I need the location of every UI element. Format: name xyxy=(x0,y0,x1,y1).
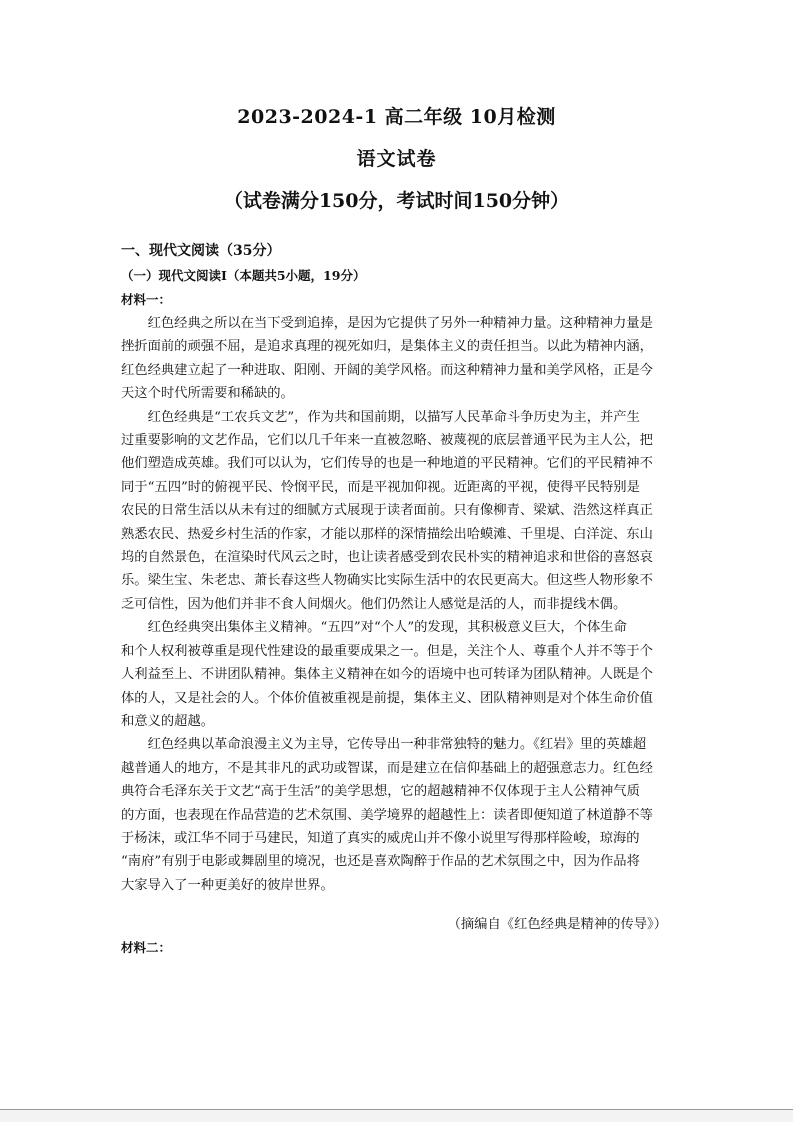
text-line: “南府”有别于电影或舞剧里的境况，也还是喜欢陶醉于作品的艺术氛围之中，因为作品将 xyxy=(121,854,640,870)
text-line: 红色经典以革命浪漫主义为主导，它传导出一种非常独特的魅力。《红岩》里的英雄超 xyxy=(147,737,647,753)
text-line: 体的人，又是社会的人。个体价值被重视是前提，集体主义、团队精神则是对个体生命价值 xyxy=(121,690,653,706)
section-heading: 一、现代文阅读（35分） xyxy=(121,243,281,259)
text-line: 于杨沫，或江华不同于马建民，知道了真实的威虎山并不像小说里写得那样险峻，琼海的 xyxy=(121,830,640,846)
material-two-label: 材料二： xyxy=(121,940,172,955)
source-citation: （摘编自《红色经典是精神的传导》） xyxy=(447,917,667,932)
text-line: 乐。梁生宝、朱老忠、萧长春这些人物确实比实际生活中的农民更高大。但这些人物形象不 xyxy=(121,573,653,589)
text-line: 和意义的超越。 xyxy=(121,713,215,729)
text-line: 典符合毛泽东关于文艺“高于生活”的美学思想，它的超越精神不仅体现于主人公精神气质 xyxy=(121,784,640,800)
material-one-body xyxy=(121,312,677,897)
text-line: 同于“五四”时的俯视平民、怜悯平民，而是平视加仰视。近距离的平视，使得平民特别是 xyxy=(121,479,640,495)
text-line: 和个人权利被尊重是现代性建设的最重要成果之一。但是，关注个人、尊重个人并不等于个 xyxy=(121,643,653,659)
text-line: 红色经典是“工农兵文艺”，作为共和国前期，以描写人民革命斗争历史为主，并产生 xyxy=(147,409,640,425)
paragraph xyxy=(121,312,677,406)
text-line: 的方面，也表现在作品营造的艺术氛围、美学境界的超越性上：读者即便知道了林道静不等 xyxy=(121,807,653,823)
text-line: 红色经典建立起了一种进取、阳刚、开阔的美学风格。而这种精神力量和美学风格，正是今 xyxy=(121,362,653,378)
text-line: 人利益至上、不讲团队精神。集体主义精神在如今的语境中也可转译为团队精神。人既是个 xyxy=(121,667,653,683)
exam-title: 2023-2024-1 高二年级 10月检测 xyxy=(237,106,556,128)
text-line: 红色经典之所以在当下受到追捧，是因为它提供了另外一种精神力量。这种精神力量是 xyxy=(147,316,653,331)
paragraph xyxy=(121,616,677,733)
text-line: 乏可信性，因为他们并非不食人间烟火。他们仍然让人感觉是活的人，而非提线木偶。 xyxy=(121,596,627,612)
subsection-heading: （一）现代文阅读Ⅰ（本题共5小题，19分） xyxy=(121,268,366,283)
exam-info: （试卷满分150分，考试时间150分钟） xyxy=(223,190,570,212)
text-line: 天这个时代所需要和稀缺的。 xyxy=(121,386,294,402)
paragraph xyxy=(121,406,677,617)
paragraph xyxy=(121,733,677,897)
text-line: 熟悉农民、热爱乡村生活的作家，才能以那样的深情描绘出哈蟆滩、千里堤、白洋淀、东山 xyxy=(121,526,653,542)
exam-subject: 语文试卷 xyxy=(356,148,437,170)
text-line: 挫折面前的顽强不屈，是追求真理的视死如归，是集体主义的责任担当。以此为精神内涵， xyxy=(121,339,653,355)
text-line: 农民的日常生活以从未有过的细腻方式展现于读者面前。只有像柳青、梁斌、浩然这样真正 xyxy=(121,503,653,519)
text-line: 坞的自然景色，在渲染时代风云之时，也让读者感受到农民朴实的精神追求和世俗的喜怒哀 xyxy=(121,550,653,566)
page-bottom-bar xyxy=(0,1110,793,1122)
text-line: 他们塑造成英雄。我们可以认为，它们传导的也是一种地道的平民精神。它们的平民精神不 xyxy=(121,456,653,472)
text-line: 红色经典突出集体主义精神。“五四”对“个人”的发现，其积极意义巨大，个体生命 xyxy=(147,620,627,636)
text-line: 大家导入了一种更美好的彼岸世界。 xyxy=(121,877,334,893)
text-line: 越普通人的地方，不是其非凡的武功或智谋，而是建立在信仰基础上的超强意志力。红色经 xyxy=(121,760,653,776)
text-line: 过重要影响的文艺作品，它们以几千年来一直被忽略、被蔑视的底层普通平民为主人公，把 xyxy=(121,433,653,449)
material-one-label: 材料一： xyxy=(121,292,172,307)
